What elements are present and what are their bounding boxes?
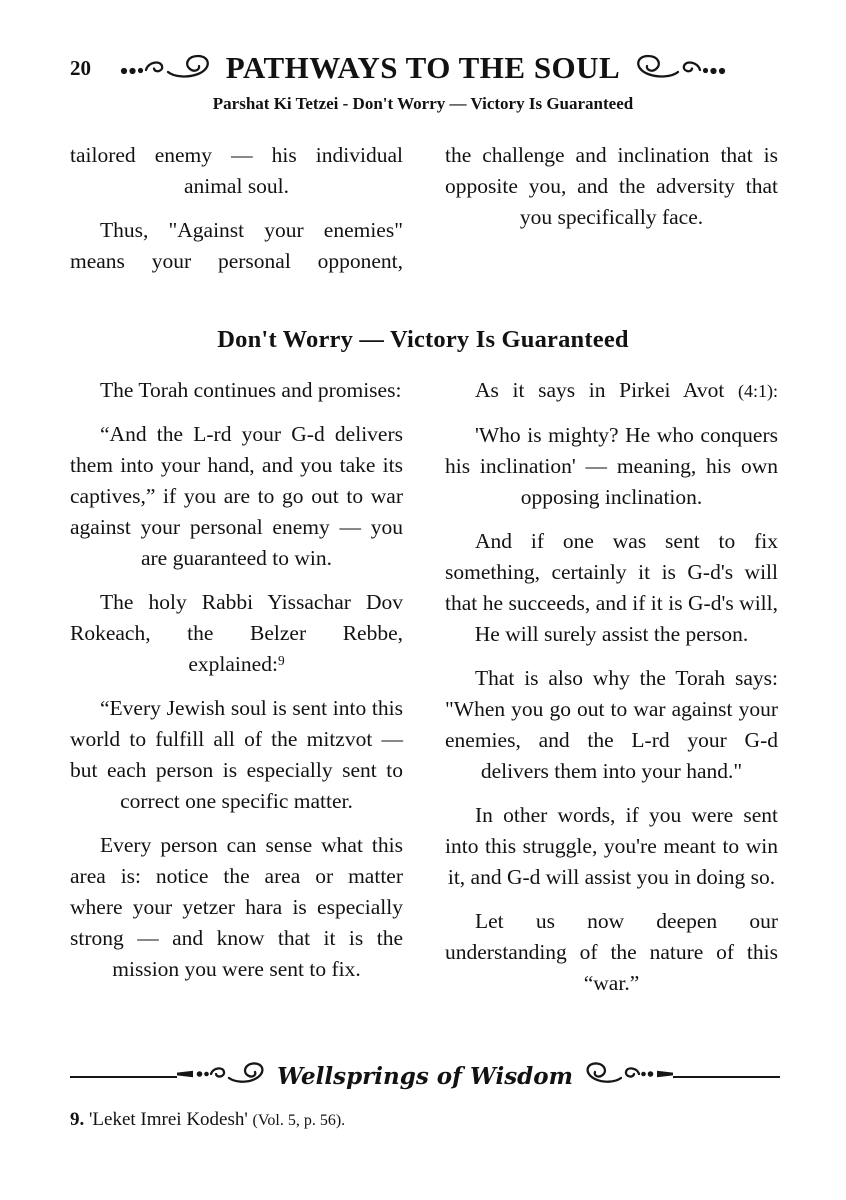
- verse-ref: (4:1):: [738, 381, 778, 401]
- header: [0, 0, 846, 114]
- divider-line-right: [673, 1076, 780, 1078]
- paragraph: That is also why the Torah says: "When you go out to war against your enemies, and the L-rd your G-d delivers them into your hand.": [445, 666, 778, 783]
- intro-right-column: [445, 140, 778, 290]
- ornamental-divider: [70, 1060, 780, 1093]
- paragraph: tailored enemy — his individual animal soul.: [70, 143, 403, 198]
- paragraph: 'Who is mighty? He who conquers his inclination' — meaning, his own opposing inclination.: [445, 423, 778, 509]
- divider-flourish-right-icon: [577, 1060, 673, 1093]
- intro-left-column: [70, 140, 403, 290]
- series-name: Wellsprings of Wisdom: [277, 1063, 573, 1090]
- paragraph: The Torah continues and promises:: [100, 378, 402, 402]
- paragraph: the challenge and inclination that is opposite you, and the adversity that you specifically face.: [445, 143, 778, 229]
- paragraph: “And the L-rd your G-d delivers them into your hand, and you take its captives,” if you are to go out to war against your personal enemy — you are guaranteed to win.: [70, 422, 403, 570]
- main-right-column: [445, 375, 778, 1012]
- page-number: 20: [70, 56, 91, 80]
- paragraph: [70, 587, 403, 680]
- footnote-detail: (Vol. 5, p. 56).: [252, 1112, 346, 1129]
- paragraph: And if one was sent to fix something, certainly it is G-d's will that he succeeds, and if it is G-d's will, He will surely assist the person.: [445, 529, 778, 646]
- paragraph: Thus, "Against your enemies" means your personal opponent,: [70, 218, 403, 273]
- paragraph-text: As it says in Pirkei Avot: [475, 378, 738, 402]
- intro-section: [0, 140, 846, 290]
- section-heading: Don't Worry — Victory Is Guaranteed: [217, 326, 629, 353]
- paragraph: [445, 375, 778, 407]
- flourish-left-icon: [118, 50, 218, 87]
- divider-flourish-left-icon: [177, 1060, 273, 1093]
- footnote: [70, 1109, 780, 1131]
- flourish-right-icon: [628, 50, 728, 87]
- book-title: PATHWAYS TO THE SOUL: [225, 50, 621, 86]
- paragraph: “Every Jewish soul is sent into this world to fulfill all of the mitzvot — but each person is especially sent to correct one specific matter.: [70, 696, 403, 813]
- main-left-column: [70, 375, 403, 1012]
- footnote-number: 9.: [70, 1109, 85, 1130]
- paragraph-text: The holy Rabbi Yissachar Dov Rokeach, the Belzer Rebbe, explained:: [70, 590, 403, 676]
- divider-line-left: [70, 1076, 177, 1078]
- main-section: [0, 375, 846, 1012]
- paragraph: Let us now deepen our understanding of the nature of this “war.”: [445, 909, 778, 995]
- paragraph: In other words, if you were sent into this struggle, you're meant to win it, and G-d will assist you in doing so.: [445, 803, 778, 889]
- paragraph: Every person can sense what this area is: notice the area or matter where your yetzer hara is especially strong — and know that it is the mission you were sent to fix.: [70, 833, 403, 981]
- footnote-source: 'Leket Imrei Kodesh': [89, 1109, 248, 1130]
- footer: [70, 1060, 780, 1131]
- title-row: [0, 50, 846, 87]
- footnote-ref: 9: [277, 653, 285, 669]
- chapter-subtitle: Parshat Ki Tetzei - Don't Worry — Victory Is Guaranteed: [212, 94, 634, 113]
